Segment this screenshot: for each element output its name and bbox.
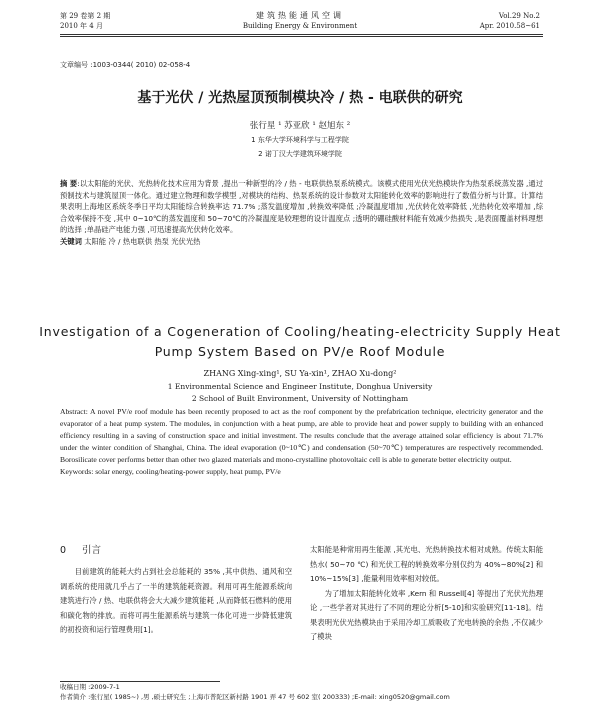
authors-en: ZHANG Xing-xing¹, SU Ya-xin¹, ZHAO Xu-dong²: [203, 369, 397, 378]
affiliation-cn-2: 2 诺丁汉大学建筑环境学院: [258, 150, 342, 158]
body-column-right: [310, 543, 543, 645]
affiliation-en-2: 2 School of Built Environment, University of Nottingham: [191, 394, 409, 403]
keywords-en-text: solar energy, cooling/heating-power supply, heat pump, PV/e: [93, 467, 281, 476]
abstract-cn: [60, 178, 543, 248]
abstract-cn-label: 摘 要: [60, 179, 78, 188]
abstract-en-label: Abstract:: [60, 407, 88, 416]
footnote-received: 收稿日期 :2009-7-1: [60, 683, 120, 691]
title-cn: 基于光伏 / 光热屋顶预制模块冷 / 热 - 电联供的研究: [137, 90, 463, 106]
title-en-line-2: Pump System Based on PV/e Roof Module: [154, 344, 446, 359]
body-paragraph: 目前建筑的能耗大约占到社会总能耗的 35% ,其中供热、通风和空调系统的使用就几乎占了一半的建筑能耗资源。利用可再生能源系统向建筑进行冷 / 热、电联供将会大大减少建筑能耗 ,从而降低石燃料的使用和碳化物的排放。而将可再生能源系统与建筑一体化可进一步降低建筑的初投资和运行管理费用[1]。: [60, 567, 292, 634]
keywords-cn-label: 关键词: [60, 236, 82, 246]
running-header-right: [480, 11, 540, 31]
body-column-left: [60, 543, 292, 638]
journal-name-en: Building Energy & Environment: [242, 22, 358, 30]
abstract-en: [60, 406, 543, 478]
title-en-line-1: Investigation of a Cogeneration of Cooling/heating-electricity Supply Heat: [39, 324, 561, 339]
section-heading: [60, 543, 292, 559]
section-number: 0: [60, 545, 67, 556]
volume-en: Vol.29 No.2: [498, 12, 540, 20]
keywords-en-label: Keywords:: [60, 467, 94, 476]
header-rule-bottom: [60, 36, 543, 37]
affiliation-cn-1: 1 东华大学环境科学与工程学院: [251, 136, 349, 144]
date-cn: 2010 年 4 月: [60, 22, 103, 30]
section-title: 引言: [82, 545, 102, 556]
footnotes: [60, 682, 543, 702]
issue-en: Apr. 2010.58~61: [479, 22, 540, 30]
abstract-en-text: A novel PV/e roof module has been recently proposed to act as the roof component by the prefabrication technique, electricity generator and the evaporator of a heat pump system. The modules, in conjunction with a heat pump, are able to provide heat and power supply to building with an enhanced efficiency resulting in a saving of construction space and initial investment. The results conclude that the average attained solar efficiency is about 71.7% under the winter condition of Shanghai, China. The ideal evaporation (0~10℃) and condensation (50~70℃) temperatures are respectively recommended. Borosilicate cover performs better than other two glazed materials and mono-crystalline photovoltaic cell is able to generate better electricity output.: [60, 407, 543, 464]
journal-name-cn: 建筑热能通风空调: [256, 11, 344, 20]
affiliation-en-1: 1 Environmental Science and Engineer Institute, Donghua University: [167, 382, 433, 391]
title-en: [0, 322, 600, 362]
article-number: 文章编号 :1003-0344( 2010) 02-058-4: [60, 61, 191, 69]
body-paragraph: 为了增加太阳能转化效率 ,Kern 和 Russell[4] 等提出了光伏光热理论 ,一些学者对其进行了不同的理论分析[5-10]和实验研究[11-18]。结果表明光伏光热模块由于采用冷却工质吸收了光电转换的余热 ,不仅减少了模块: [310, 588, 543, 641]
authors-cn: 张行星 ¹ 苏亚欣 ¹ 赵旭东 ²: [249, 121, 351, 131]
footnote-author: 作者简介 :张行星( 1985~) ,男 ,硕士研究生 ;上海市普陀区新村路 1901 弄 47 号 602 室( 200333) ;E-mail: xing0520@gmail.com: [60, 693, 450, 701]
volume-cn: 第 29 卷第 2 期: [60, 12, 111, 20]
abstract-cn-text: :以太阳能的光伏、光热转化技术应用为背景 ,提出一种新型的冷 / 热 - 电联供热泵系统模式。该模式使用光伏光热模块作为热泵系统蒸发器 ,通过预制技术与建筑屋顶一体化。通过建立物理和数学模型 ,对模块的结构、热泵系统的设计参数对太阳能转化效率的影响进行了数值分析与计算。计算结果表明上海地区系统冬季日平均太阳能综合转换率达 71.7% ;蒸发温度增加 ,转换效率降低 ;冷凝温度增加 ,光伏转化效率降低 ,光热转化效率增加 ,综合效率保持不变 ,其中 0~10℃的蒸发温度和 50~70℃的冷凝温度是较理想的设计温度点 ;透明的硼硅酸材料能有效减少热损失 ,是表面覆盖材料理想的选择 ;单晶硅产电能力强 ,可迅速提高光伏转化效率。: [60, 179, 543, 235]
keywords-cn-text: 太阳能 冷 / 热电联供 热泵 光伏光热: [84, 236, 201, 246]
header-rule-top: [60, 34, 543, 35]
body-paragraph: 太阳能是种常用再生能源 ,其光电、光热转换技术相对成熟。传统太阳能热水( 50~70 ℃) 和光伏工程的转换效率分别仅约为 40%~80%[2] 和 10%~15%[3] ,能量利用效率相对较低。: [310, 545, 543, 583]
